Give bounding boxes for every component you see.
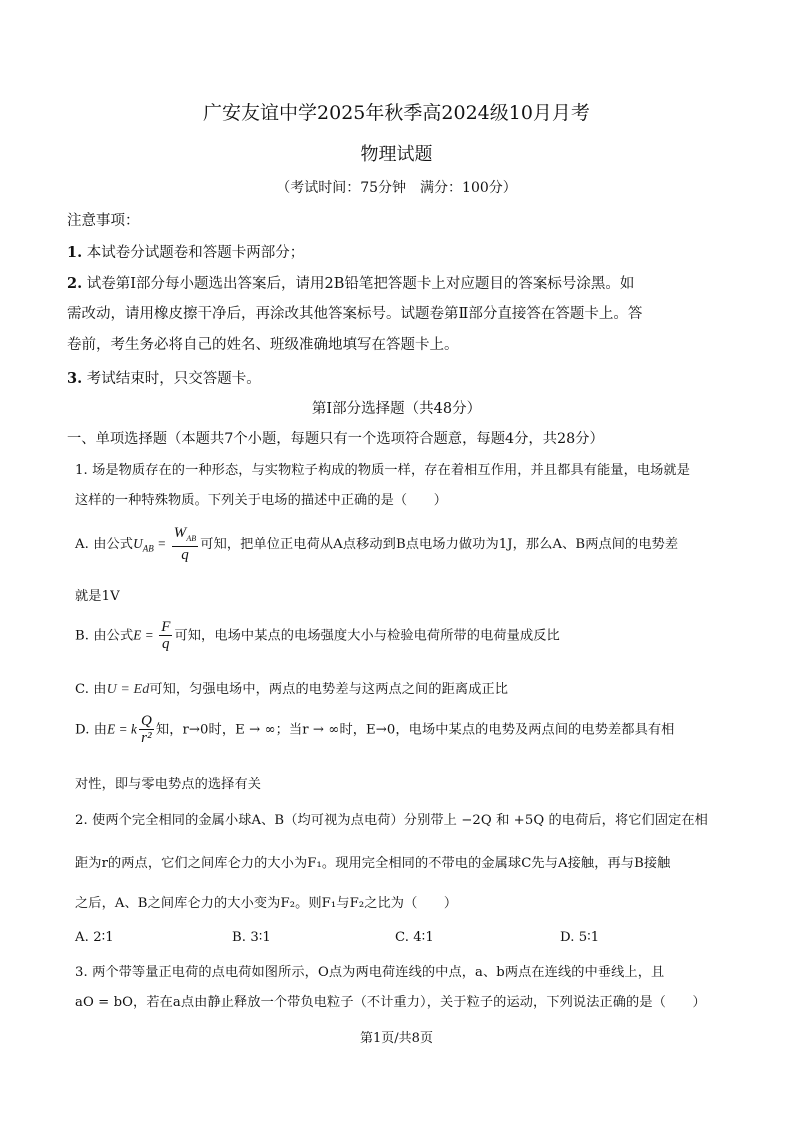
q1-b-den: q	[162, 636, 170, 652]
notice-item-2-text-l1: 试卷第Ⅰ部分每小题选出答案后，请用2B铅笔把答题卡上对应题目的答案标号涂黑。如	[86, 276, 635, 292]
notice-item-2-l2: 需改动，请用橡皮擦干净后，再涂改其他答案标号。试题卷第Ⅱ部分直接答在答题卡上。答	[67, 306, 643, 322]
notice-item-2-l3: 卷前，考生务必将自己的姓名、班级准确地填写在答题卡上。	[67, 337, 459, 353]
q1-b-prefix: B. 由公式	[75, 628, 134, 644]
q2-stem-l1: 2. 使两个完全相同的金属小球A、B（均可视为点电荷）分别带上 −2Q 和 +5Q 的电荷后，将它们固定在相	[75, 813, 708, 828]
q1-option-d-l2: 对性，即与零电势点的选择有关	[75, 777, 262, 792]
notice-item-3-num: 3.	[67, 370, 83, 387]
notice-item-1	[67, 241, 304, 262]
notice-item-3-text: 考试结束时，只交答题卡。	[86, 371, 261, 387]
q3-stem-l1: 3. 两个带等量正电荷的点电荷如图所示，O点为两电荷连线的中点，a、b两点在连线的中垂线上，且	[75, 965, 665, 980]
q1-a-prefix: A. 由公式	[75, 537, 134, 552]
q1-c-formula: U = Ed	[106, 682, 150, 697]
q1-d-fraction	[139, 714, 154, 746]
q1-b-lhs: E =	[133, 627, 158, 643]
notice-item-3	[67, 367, 261, 388]
q2-option-c: C. 4∶1	[395, 930, 434, 945]
exam-subtitle: 物理试题	[360, 144, 433, 165]
q1-stem-l2: 这样的一种特殊物质。下列关于电场的描述中正确的是（ ）	[75, 493, 448, 508]
q3-stem-l2: aO = bO，若在a点由静止释放一个带负电粒子（不计重力），关于粒子的运动，下列说法正确的是（ ）	[75, 995, 706, 1010]
q2-option-a: A. 2∶1	[75, 930, 114, 945]
q1-option-a	[75, 526, 678, 563]
q1-option-a-l2: 就是1V	[75, 589, 120, 604]
q2-option-d: D. 5∶1	[560, 930, 600, 945]
notice-heading: 注意事项：	[67, 213, 140, 229]
page-footer: 第1页/共8页	[360, 1031, 433, 1046]
q1-b-num: F	[161, 619, 171, 635]
q1-stem-l1: 1. 场是物质存在的一种形态，与实物粒子构成的物质一样，存在着相互作用，并且都具有能量，电场就是	[75, 463, 691, 478]
section-title: 第Ⅰ部分选择题（共48分）	[311, 401, 482, 417]
q1-b-fraction	[159, 620, 172, 652]
section-part: 一、单项选择题（本题共7个小题，每题只有一个选项符合题意，每题4分，共28分）	[67, 431, 604, 447]
q1-d-num: Q	[140, 713, 152, 729]
q1-c-prefix: C. 由	[75, 682, 107, 697]
notice-item-2	[67, 272, 634, 293]
q1-a-lhs-sub: AB	[142, 543, 154, 554]
q1-d-text: 知，r→0时，E → ∞；当r → ∞时，E→0，电场中某点的电势及两点间的电势差都具有相	[155, 722, 675, 738]
q1-option-d	[75, 714, 674, 746]
q1-a-lhs: U	[133, 536, 143, 551]
notice-item-1-num: 1.	[67, 244, 83, 261]
q1-a-fraction	[172, 526, 199, 563]
q1-b-text: 可知，电场中某点的电场强度大小与检验电荷所带的电荷量成反比	[174, 628, 560, 644]
q1-a-eq: =	[153, 536, 170, 551]
q1-a-num: $W_{AB}$	[172, 526, 199, 547]
q2-option-b: B. 3∶1	[232, 930, 271, 945]
q1-option-c	[75, 678, 508, 698]
q1-a-den: q	[181, 547, 189, 563]
q1-d-prefix: D. 由	[75, 722, 108, 738]
q1-option-b	[75, 620, 560, 652]
q2-stem-l3: 之后，A、B之间库仑力的大小变为F₂。则F₁与F₂之比为（ ）	[75, 896, 458, 911]
exam-meta: （考试时间：75分钟 满分：100分）	[276, 180, 517, 196]
notice-item-1-text: 本试卷分试题卷和答题卡两部分；	[86, 245, 305, 261]
exam-title: 广安友谊中学2025年秋季高2024级10月月考	[203, 102, 590, 124]
q1-d-den: r²	[141, 730, 152, 746]
q2-stem-l2: 距为r的两点，它们之间库仑力的大小为F₁。现用完全相同的不带电的金属球C先与A接触，再与B接触	[75, 856, 671, 871]
q1-a-text: 可知，把单位正电荷从A点移动到B点电场力做功为1J，那么A、B两点间的电势差	[200, 537, 679, 552]
notice-item-2-num: 2.	[67, 275, 83, 292]
q1-c-text: 可知，匀强电场中，两点的电势差与这两点之间的距离成正比	[149, 682, 509, 697]
q1-d-lhs: E = k	[107, 721, 137, 737]
